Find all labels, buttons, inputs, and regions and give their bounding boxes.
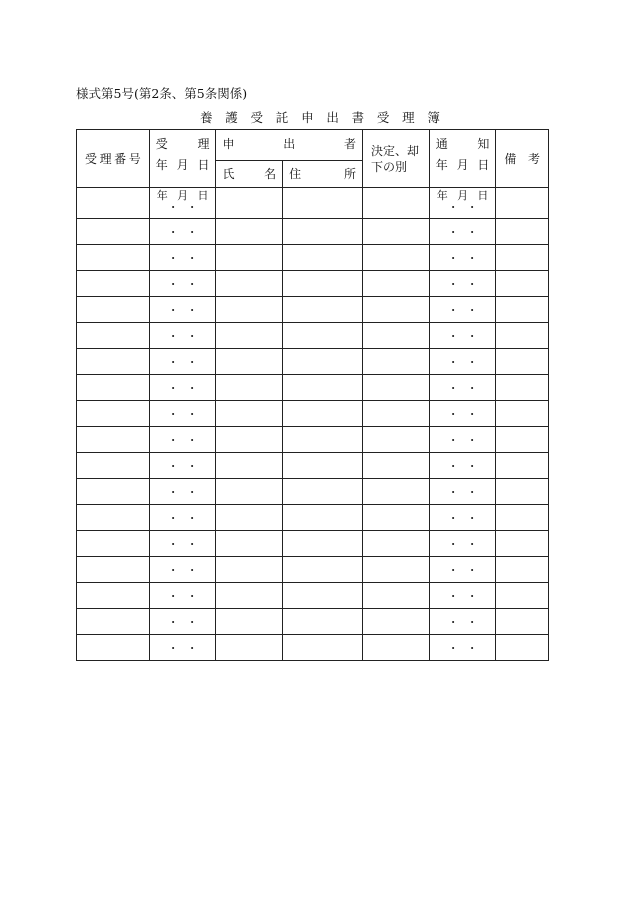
title-char: 書 (351, 110, 365, 125)
cell-address[interactable] (283, 323, 363, 349)
cell-decision[interactable] (363, 297, 430, 323)
cell-remarks[interactable] (496, 245, 549, 271)
cell-decision[interactable] (363, 245, 430, 271)
date-separator: ・ (447, 277, 459, 291)
cell-notice-date[interactable] (429, 609, 496, 635)
date-separator: ・ (447, 537, 459, 551)
cell-notice-date[interactable] (429, 219, 496, 245)
date-label: 年 (156, 189, 168, 202)
cell-address[interactable] (283, 401, 363, 427)
document-title (200, 108, 440, 126)
header-text: 理 (99, 151, 112, 166)
cell-receipt-number[interactable] (77, 609, 150, 635)
cell-decision[interactable] (363, 505, 430, 531)
date-separator: ・ (167, 329, 179, 343)
cell-notice-date[interactable] (429, 505, 496, 531)
cell-decision[interactable] (363, 557, 430, 583)
cell-address[interactable] (283, 453, 363, 479)
date-separator: ・ (447, 303, 459, 317)
date-separator: ・ (447, 225, 459, 239)
date-separator: ・ (167, 537, 179, 551)
cell-receipt-number[interactable] (77, 188, 150, 219)
date-separator: ・ (186, 277, 198, 291)
header-text: 名 (264, 167, 277, 181)
date-separator: ・ (167, 589, 179, 603)
cell-receipt-number[interactable] (77, 557, 150, 583)
date-separator: ・ (466, 303, 478, 317)
date-separator: ・ (447, 563, 459, 577)
date-separator: ・ (447, 641, 459, 655)
header-text: 号 (128, 151, 141, 166)
cell-receipt-date[interactable] (149, 245, 216, 271)
cell-name[interactable] (216, 531, 283, 557)
table-row (77, 531, 549, 557)
date-separator: ・ (186, 615, 198, 629)
table-row (77, 297, 549, 323)
cell-receipt-date[interactable] (149, 271, 216, 297)
date-separator: ・ (447, 355, 459, 369)
cell-address[interactable] (283, 557, 363, 583)
table-row (77, 453, 549, 479)
cell-address[interactable] (283, 245, 363, 271)
date-separator: ・ (167, 251, 179, 265)
cell-receipt-number[interactable] (77, 479, 150, 505)
date-separator: ・ (167, 277, 179, 291)
date-separator: ・ (167, 303, 179, 317)
header-text: 日 (197, 158, 210, 172)
cell-remarks[interactable] (496, 271, 549, 297)
date-separator: ・ (186, 251, 198, 265)
header-receipt-date (149, 130, 216, 188)
cell-notice-date[interactable] (429, 557, 496, 583)
table-row (77, 188, 549, 219)
table-row (77, 557, 549, 583)
title-char: 理 (402, 110, 415, 125)
cell-name[interactable] (216, 349, 283, 375)
cell-remarks[interactable] (496, 635, 549, 661)
cell-receipt-number[interactable] (77, 245, 150, 271)
cell-decision[interactable] (363, 609, 430, 635)
cell-address[interactable] (283, 479, 363, 505)
cell-remarks[interactable] (496, 531, 549, 557)
cell-receipt-date[interactable] (149, 531, 216, 557)
date-separator: ・ (167, 407, 179, 421)
table-row (77, 245, 549, 271)
date-separator: ・ (186, 563, 198, 577)
cell-notice-date[interactable] (429, 453, 496, 479)
cell-address[interactable] (283, 427, 363, 453)
table-row (77, 401, 549, 427)
cell-decision[interactable] (363, 453, 430, 479)
date-separator: ・ (167, 433, 179, 447)
date-separator: ・ (466, 201, 478, 214)
cell-receipt-date[interactable] (149, 583, 216, 609)
cell-remarks[interactable] (496, 375, 549, 401)
date-separator: ・ (186, 511, 198, 525)
date-separator: ・ (447, 459, 459, 473)
cell-name[interactable] (216, 453, 283, 479)
cell-notice-date[interactable] (429, 245, 496, 271)
table-row (77, 349, 549, 375)
title-char: 受 (250, 110, 264, 125)
cell-name[interactable] (216, 609, 283, 635)
cell-remarks[interactable] (496, 349, 549, 375)
date-separator: ・ (186, 459, 198, 473)
cell-remarks[interactable] (496, 557, 549, 583)
date-label: 日 (197, 189, 209, 202)
date-label: 月 (177, 189, 189, 202)
cell-decision[interactable] (363, 188, 430, 219)
form-number: 様式第5号(第2条、第5条関係) (76, 86, 248, 101)
cell-receipt-date[interactable] (149, 323, 216, 349)
cell-decision[interactable] (363, 531, 430, 557)
header-text: 受 (155, 137, 168, 151)
cell-remarks[interactable] (496, 219, 549, 245)
header-remarks (496, 130, 549, 188)
header-receipt-number (77, 130, 150, 188)
cell-address[interactable] (283, 375, 363, 401)
date-separator: ・ (186, 485, 198, 499)
cell-remarks[interactable] (496, 188, 549, 219)
date-separator: ・ (167, 511, 179, 525)
cell-address[interactable] (283, 505, 363, 531)
cell-notice-date[interactable] (429, 271, 496, 297)
cell-receipt-date[interactable] (149, 609, 216, 635)
cell-address[interactable] (283, 583, 363, 609)
cell-name[interactable] (216, 583, 283, 609)
cell-receipt-date[interactable] (149, 188, 216, 219)
date-separator: ・ (186, 201, 198, 214)
header-text: 受 (85, 151, 98, 166)
title-char: 養 (200, 110, 213, 125)
cell-receipt-date[interactable] (149, 349, 216, 375)
date-label: 月 (457, 189, 469, 202)
cell-name[interactable] (216, 245, 283, 271)
date-separator: ・ (447, 407, 459, 421)
cell-receipt-date[interactable] (149, 479, 216, 505)
table-row (77, 583, 549, 609)
cell-address[interactable] (283, 188, 363, 219)
header-applicant (216, 130, 363, 161)
header-text: 月 (176, 158, 189, 172)
date-separator: ・ (167, 641, 179, 655)
date-separator: ・ (167, 485, 179, 499)
date-separator: ・ (466, 329, 478, 343)
cell-receipt-date[interactable] (149, 505, 216, 531)
cell-name[interactable] (216, 635, 283, 661)
header-text: 申 (222, 137, 235, 151)
title-char: 受 (376, 110, 390, 125)
date-separator: ・ (186, 641, 198, 655)
date-separator: ・ (447, 201, 459, 214)
cell-name[interactable] (216, 479, 283, 505)
header-text: 所 (344, 167, 357, 181)
cell-receipt-number[interactable] (77, 401, 150, 427)
table-row (77, 479, 549, 505)
date-separator: ・ (466, 225, 478, 239)
date-separator: ・ (167, 563, 179, 577)
date-separator: ・ (466, 381, 478, 395)
cell-receipt-number[interactable] (77, 271, 150, 297)
cell-decision[interactable] (363, 375, 430, 401)
cell-receipt-date[interactable] (149, 453, 216, 479)
date-separator: ・ (447, 589, 459, 603)
cell-remarks[interactable] (496, 323, 549, 349)
cell-decision[interactable] (363, 583, 430, 609)
cell-receipt-number[interactable] (77, 297, 150, 323)
cell-notice-date[interactable] (429, 427, 496, 453)
date-separator: ・ (466, 641, 478, 655)
header-text: 日 (477, 158, 490, 172)
cell-remarks[interactable] (496, 297, 549, 323)
header-text: 氏 (222, 167, 235, 181)
cell-address[interactable] (283, 635, 363, 661)
title-char: 出 (326, 110, 339, 125)
date-separator: ・ (466, 537, 478, 551)
date-separator: ・ (447, 485, 459, 499)
cell-notice-date[interactable] (429, 583, 496, 609)
date-label: 年 (436, 189, 448, 202)
cell-name[interactable] (216, 427, 283, 453)
cell-name[interactable] (216, 188, 283, 219)
cell-name[interactable] (216, 219, 283, 245)
date-separator: ・ (466, 589, 478, 603)
date-separator: ・ (186, 407, 198, 421)
date-separator: ・ (466, 433, 478, 447)
date-separator: ・ (186, 355, 198, 369)
cell-notice-date[interactable] (429, 479, 496, 505)
date-separator: ・ (447, 511, 459, 525)
date-separator: ・ (167, 459, 179, 473)
date-separator: ・ (466, 355, 478, 369)
table-row (77, 219, 549, 245)
title-char: 護 (225, 110, 238, 125)
cell-receipt-number[interactable] (77, 323, 150, 349)
date-label: 日 (477, 189, 489, 202)
title-char: 申 (301, 110, 314, 125)
cell-decision[interactable] (363, 349, 430, 375)
cell-notice-date[interactable] (429, 188, 496, 219)
cell-notice-date[interactable] (429, 323, 496, 349)
cell-remarks[interactable] (496, 505, 549, 531)
cell-decision[interactable] (363, 271, 430, 297)
date-separator: ・ (466, 459, 478, 473)
cell-remarks[interactable] (496, 609, 549, 635)
title-char: 簿 (427, 110, 440, 125)
date-separator: ・ (466, 407, 478, 421)
cell-address[interactable] (283, 271, 363, 297)
header-text: 理 (197, 137, 210, 151)
date-separator: ・ (466, 251, 478, 265)
cell-notice-date[interactable] (429, 401, 496, 427)
cell-address[interactable] (283, 219, 363, 245)
cell-name[interactable] (216, 557, 283, 583)
header-text: 住 (289, 167, 302, 181)
date-separator: ・ (167, 201, 179, 214)
cell-remarks[interactable] (496, 401, 549, 427)
cell-notice-date[interactable] (429, 531, 496, 557)
date-separator: ・ (466, 511, 478, 525)
cell-address[interactable] (283, 297, 363, 323)
header-address (283, 161, 363, 188)
date-separator: ・ (186, 303, 198, 317)
cell-decision[interactable] (363, 427, 430, 453)
date-separator: ・ (167, 225, 179, 239)
date-separator: ・ (186, 537, 198, 551)
cell-decision[interactable] (363, 479, 430, 505)
cell-decision[interactable] (363, 323, 430, 349)
cell-receipt-date[interactable] (149, 401, 216, 427)
cell-receipt-date[interactable] (149, 375, 216, 401)
cell-notice-date[interactable] (429, 349, 496, 375)
cell-decision[interactable] (363, 401, 430, 427)
header-text: 月 (456, 158, 469, 172)
header-text: 決定、却 (371, 143, 420, 158)
date-separator: ・ (466, 485, 478, 499)
date-separator: ・ (466, 277, 478, 291)
cell-receipt-date[interactable] (149, 557, 216, 583)
cell-remarks[interactable] (496, 453, 549, 479)
table-row (77, 323, 549, 349)
cell-receipt-number[interactable] (77, 427, 150, 453)
header-text: 知 (477, 137, 490, 151)
date-separator: ・ (447, 381, 459, 395)
cell-notice-date[interactable] (429, 297, 496, 323)
cell-receipt-number[interactable] (77, 635, 150, 661)
cell-name[interactable] (216, 297, 283, 323)
header-text: 番 (114, 151, 127, 166)
cell-remarks[interactable] (496, 427, 549, 453)
cell-name[interactable] (216, 401, 283, 427)
cell-address[interactable] (283, 349, 363, 375)
date-separator: ・ (186, 381, 198, 395)
cell-decision[interactable] (363, 635, 430, 661)
date-separator: ・ (466, 615, 478, 629)
cell-name[interactable] (216, 271, 283, 297)
cell-receipt-number[interactable] (77, 375, 150, 401)
cell-notice-date[interactable] (429, 375, 496, 401)
cell-receipt-date[interactable] (149, 635, 216, 661)
header-row-1 (77, 130, 549, 161)
table-row (77, 271, 549, 297)
table-row (77, 375, 549, 401)
cell-name[interactable] (216, 505, 283, 531)
cell-name[interactable] (216, 323, 283, 349)
date-separator: ・ (186, 225, 198, 239)
date-separator: ・ (447, 433, 459, 447)
header-text: 通 (435, 137, 448, 151)
date-separator: ・ (447, 329, 459, 343)
date-separator: ・ (167, 615, 179, 629)
cell-receipt-number[interactable] (77, 583, 150, 609)
register-table (76, 129, 549, 661)
cell-remarks[interactable] (496, 479, 549, 505)
cell-name[interactable] (216, 375, 283, 401)
header-text: 考 (527, 151, 540, 166)
cell-receipt-number[interactable] (77, 453, 150, 479)
header-text: 備 (504, 151, 517, 166)
header-text: 年 (435, 158, 448, 172)
cell-decision[interactable] (363, 219, 430, 245)
cell-receipt-number[interactable] (77, 531, 150, 557)
date-separator: ・ (186, 329, 198, 343)
header-name (216, 161, 283, 188)
cell-receipt-date[interactable] (149, 297, 216, 323)
date-separator: ・ (186, 433, 198, 447)
date-separator: ・ (466, 563, 478, 577)
cell-address[interactable] (283, 609, 363, 635)
date-separator: ・ (167, 381, 179, 395)
cell-receipt-number[interactable] (77, 349, 150, 375)
title-char: 託 (275, 110, 289, 125)
table-row (77, 635, 549, 661)
table-row (77, 505, 549, 531)
cell-address[interactable] (283, 531, 363, 557)
table-row (77, 609, 549, 635)
cell-receipt-date[interactable] (149, 427, 216, 453)
header-notice-date (429, 130, 496, 188)
cell-notice-date[interactable] (429, 635, 496, 661)
cell-receipt-number[interactable] (77, 505, 150, 531)
header-text: 者 (344, 137, 357, 151)
cell-receipt-date[interactable] (149, 219, 216, 245)
date-separator: ・ (167, 355, 179, 369)
date-separator: ・ (186, 589, 198, 603)
header-text: 出 (283, 137, 296, 151)
table-row (77, 427, 549, 453)
date-separator: ・ (447, 251, 459, 265)
cell-remarks[interactable] (496, 583, 549, 609)
header-text: 年 (155, 158, 168, 172)
cell-receipt-number[interactable] (77, 219, 150, 245)
header-decision (363, 130, 430, 188)
header-text: 下の別 (371, 159, 408, 174)
date-separator: ・ (447, 615, 459, 629)
